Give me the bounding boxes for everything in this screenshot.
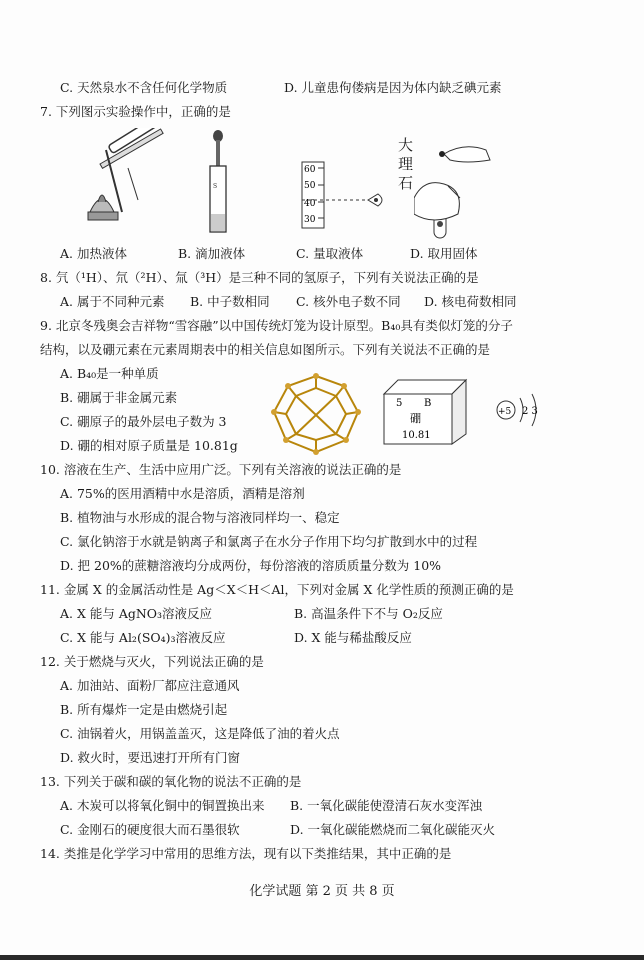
q13-stem: 13. 下列关于碳和碳的氧化物的说法不正确的是 (40, 774, 302, 789)
q7-stem: 7. 下列图示实验操作中，正确的是 (40, 104, 231, 119)
q9-option-a: A. B₄₀是一种单质 (60, 366, 159, 381)
boron-atom-structure (494, 390, 554, 430)
q11-option-a: A. X 能与 AgNO₃溶液反应 (60, 606, 213, 621)
q12-option-a: A. 加油站、面粉厂都应注意通风 (60, 678, 240, 693)
q10-option-d: D. 把 20%的蔗糖溶液均分成两份，每份溶液的溶质质量分数为 10% (60, 558, 442, 573)
q11-option-b: B. 高温条件下不与 O₂反应 (294, 606, 443, 621)
q7-option-c: C. 量取液体 (296, 246, 364, 261)
atom-nucleus: +5 (498, 407, 512, 417)
bottom-edge (0, 955, 644, 960)
q8-option-b: B. 中子数相同 (190, 294, 270, 309)
q9-option-c: C. 硼原子的最外层电子数为 3 (60, 414, 227, 429)
b40-molecule-figure (268, 372, 364, 456)
element-name: 硼 (410, 412, 421, 425)
q13-option-b: B. 一氧化碳能使澄清石灰水变浑浊 (290, 798, 483, 813)
q8-option-a: A. 属于不同种元素 (60, 294, 165, 309)
page-footer: 化学试题 第 2 页 共 8 页 (249, 884, 395, 899)
heating-liquid-figure (78, 128, 178, 226)
q10-option-a: A. 75%的医用酒精中水是溶质，酒精是溶剂 (60, 486, 305, 501)
q6-option-d: D. 儿童患佝偻病是因为体内缺乏碘元素 (284, 80, 502, 95)
atom-shells: 2 3 (522, 406, 538, 417)
tick-50: 50 (304, 181, 316, 191)
q14-stem: 14. 类推是化学学习中常用的思维方法，现有以下类推结果，其中正确的是 (40, 846, 452, 861)
tick-60: 60 (304, 165, 316, 175)
element-symbol: B (424, 398, 432, 409)
q11-option-c: C. X 能与 Al₂(SO₄)₃溶液反应 (60, 630, 226, 645)
boron-element-cell (382, 378, 468, 446)
q11-option-d: D. X 能与稀盐酸反应 (294, 630, 412, 645)
q12-option-d: D. 救火时，要迅速打开所有门窗 (60, 750, 241, 765)
q12-option-b: B. 所有爆炸一定是由燃烧引起 (60, 702, 228, 717)
q12-option-c: C. 油锅着火，用锅盖盖灭，这是降低了油的着火点 (60, 726, 340, 741)
q12-stem: 12. 关于燃烧与灭火，下列说法正确的是 (40, 654, 264, 669)
element-number: 5 (396, 398, 403, 409)
svg-text:S: S (213, 183, 218, 190)
q7-option-b: B. 滴加液体 (178, 246, 246, 261)
dropper-figure (204, 130, 234, 234)
q10-stem: 10. 溶液在生产、生活中应用广泛。下列有关溶液的说法正确的是 (40, 462, 402, 477)
q7-option-d: D. 取用固体 (410, 246, 478, 261)
q7-option-a: A. 加热液体 (60, 246, 127, 261)
q8-stem: 8. 氕（¹H）、氘（²H）、氚（³H）是三种不同的氢原子，下列有关说法正确的是 (40, 270, 479, 285)
q8-option-d: D. 核电荷数相同 (424, 294, 517, 309)
q10-option-b: B. 植物油与水形成的混合物与溶液同样均一、稳定 (60, 510, 340, 525)
q10-option-c: C. 氯化钠溶于水就是钠离子和氯离子在水分子作用下均匀扩散到水中的过程 (60, 534, 478, 549)
tick-30: 30 (304, 215, 316, 225)
q9-stem-line1: 9. 北京冬残奥会吉祥物“雪容融”以中国传统灯笼为设计原型。B₄₀具有类似灯笼的分子 (40, 318, 513, 333)
solid-adding-figure (414, 134, 494, 240)
marble-label: 大 理 石 (398, 136, 414, 192)
tick-40: 40 (304, 199, 316, 209)
measuring-cylinder-figure (300, 160, 390, 230)
q9-option-d: D. 硼的相对原子质量是 10.81g (60, 438, 238, 453)
q9-option-b: B. 硼属于非金属元素 (60, 390, 178, 405)
q13-option-d: D. 一氧化碳能燃烧而二氧化碳能灭火 (290, 822, 496, 837)
q13-option-c: C. 金刚石的硬度很大而石墨很软 (60, 822, 240, 837)
q9-stem-line2: 结构，以及硼元素在元素周期表中的相关信息如图所示。下列有关说法不正确的是 (40, 342, 491, 357)
element-mass: 10.81 (402, 430, 431, 441)
q13-option-a: A. 木炭可以将氧化铜中的铜置换出来 (60, 798, 265, 813)
q11-stem: 11. 金属 X 的金属活动性是 Ag＜X＜H＜Al，下列对金属 X 化学性质的预测正确的是 (40, 582, 514, 597)
q8-option-c: C. 核外电子数不同 (296, 294, 401, 309)
q6-option-c: C. 天然泉水不含任何化学物质 (60, 80, 228, 95)
